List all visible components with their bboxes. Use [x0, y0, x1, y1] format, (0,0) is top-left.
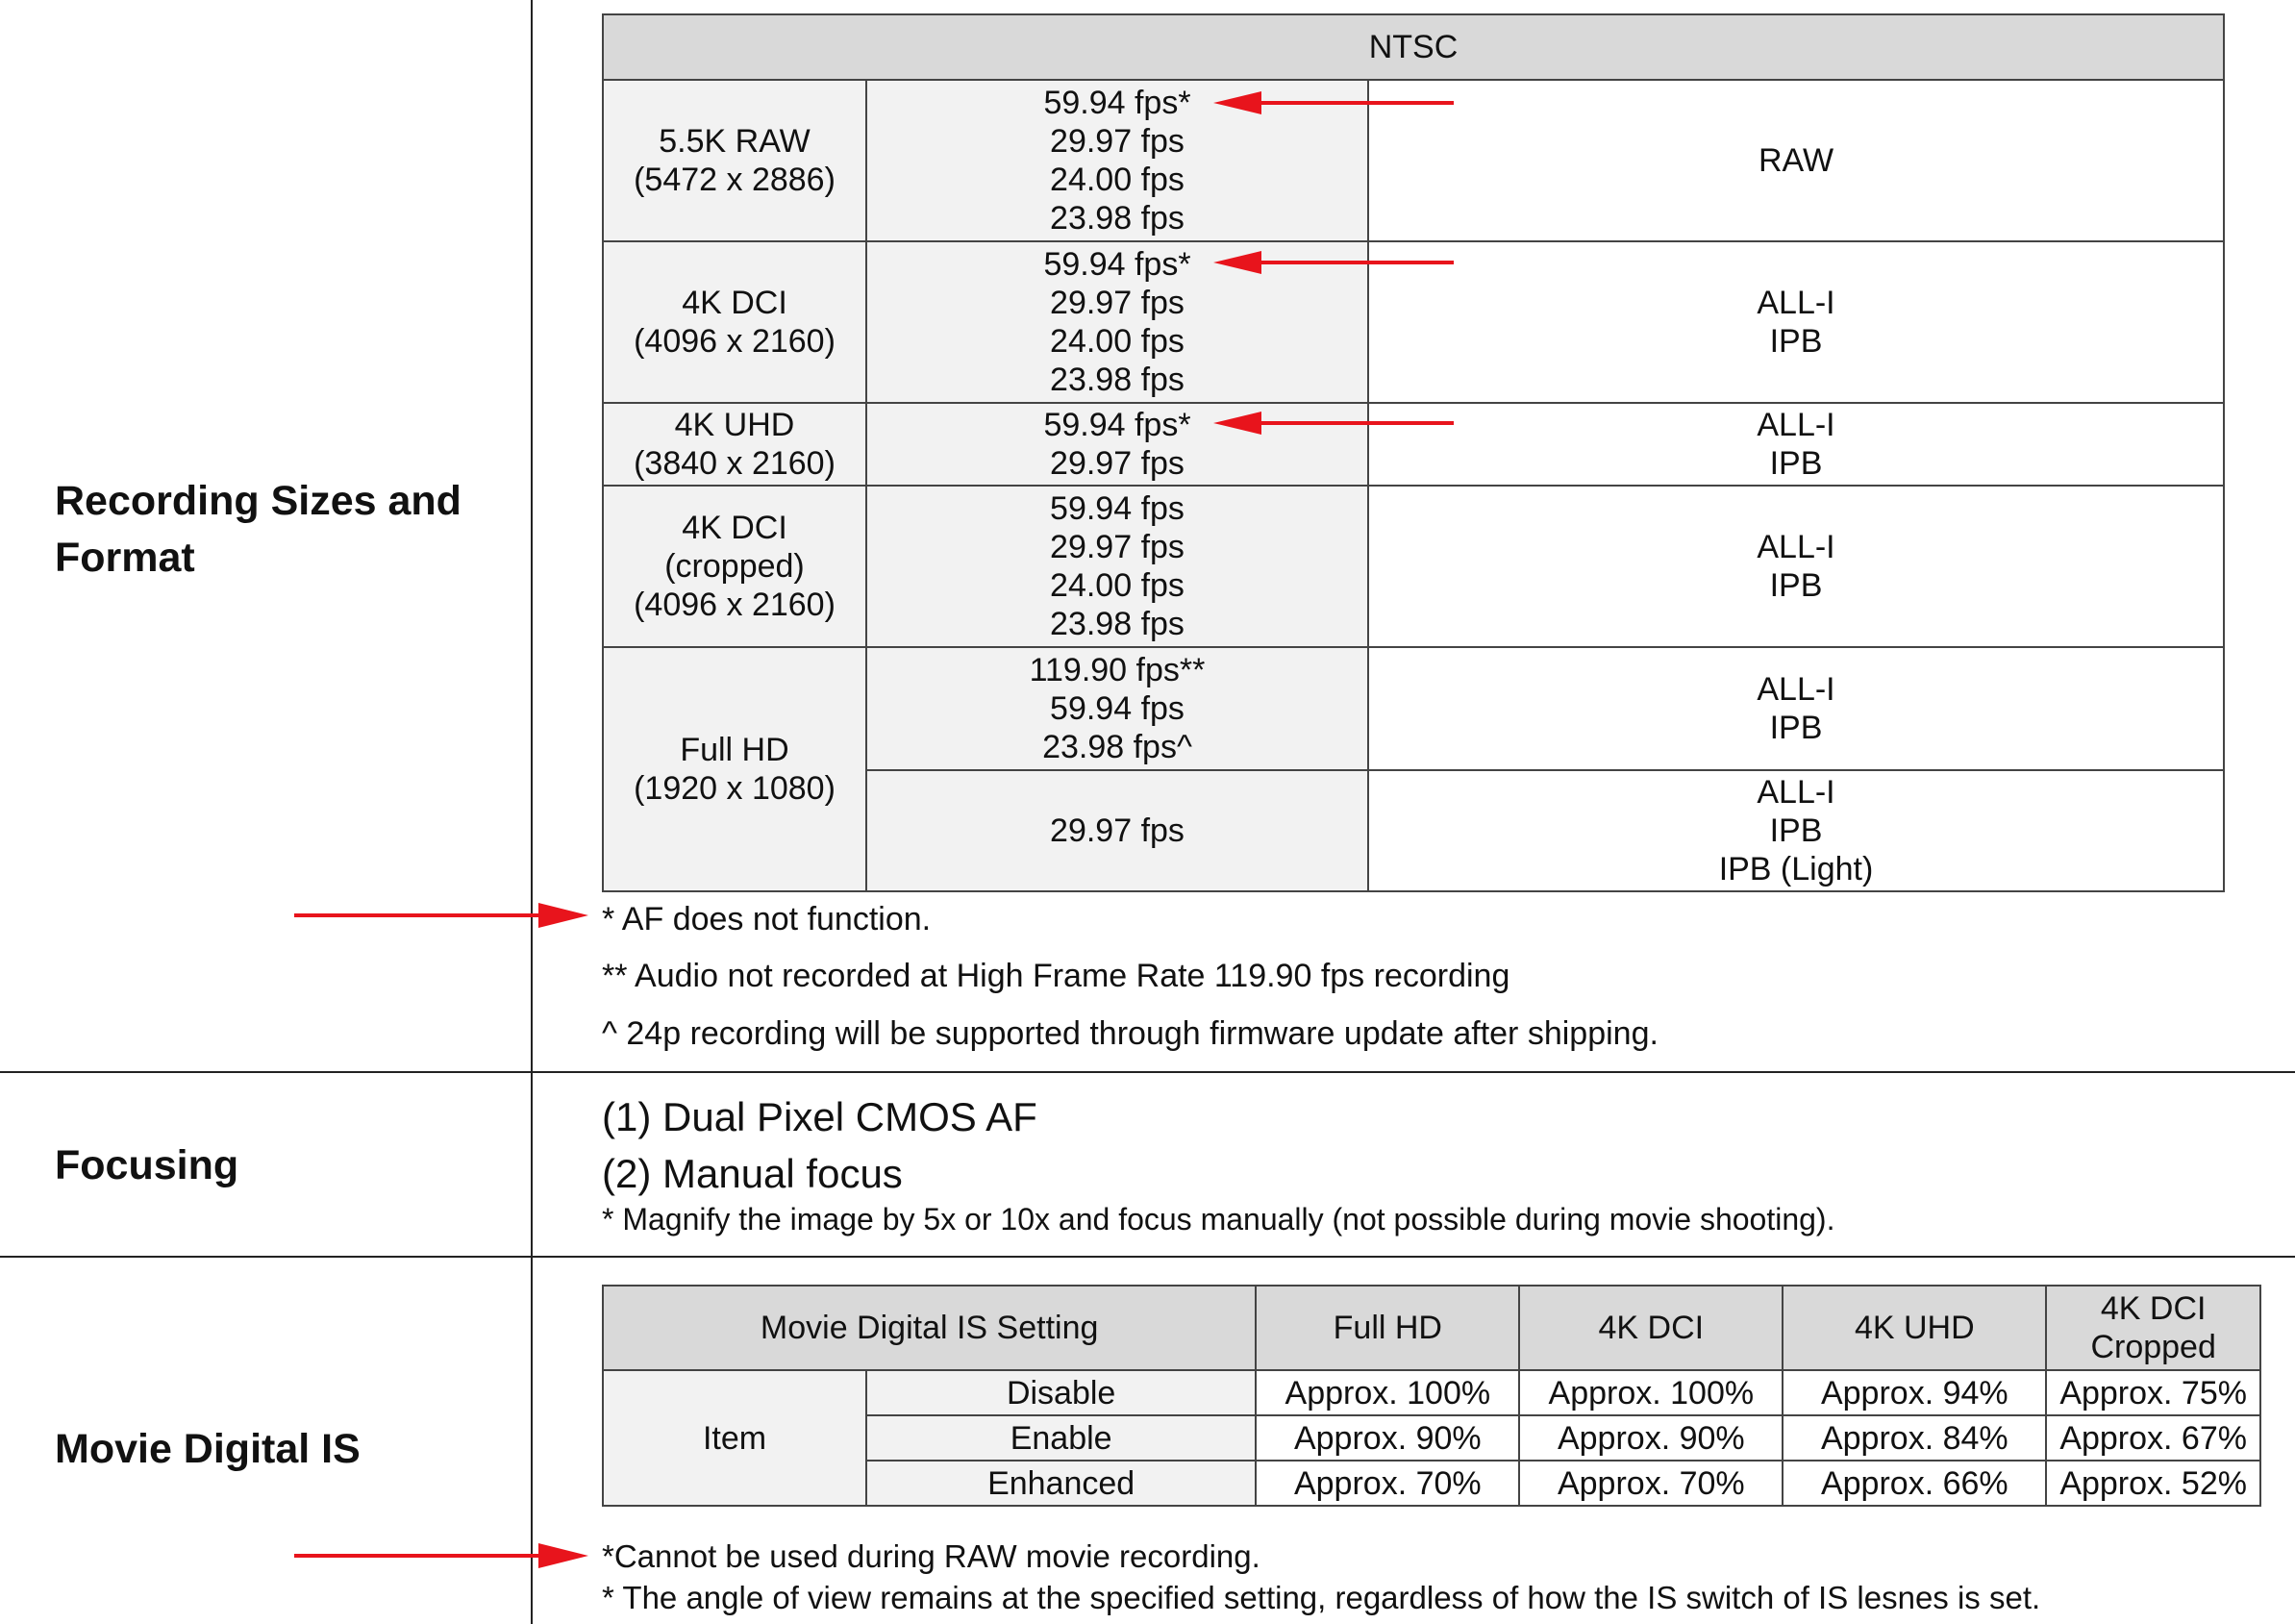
arrow-left-icon — [1213, 409, 1454, 437]
value-cell: Approx. 70% — [1256, 1461, 1519, 1506]
format-cell: 5.5K RAW (5472 x 2886) — [603, 80, 866, 241]
value-cell: Approx. 90% — [1256, 1415, 1519, 1461]
focusing-note: * Magnify the image by 5x or 10x and focus manually (not possible during movie shooting). — [602, 1202, 1835, 1237]
arrow-right-icon — [294, 900, 588, 931]
setting-cell: Enable — [866, 1415, 1256, 1461]
header-setting: Movie Digital IS Setting — [603, 1286, 1256, 1370]
header-4k-dci: 4K DCI — [1519, 1286, 1783, 1370]
table-row — [603, 486, 2224, 647]
codec-cell: ALL-I IPB — [1368, 241, 2224, 403]
value-cell: Approx. 94% — [1783, 1370, 2046, 1415]
setting-cell: Enhanced — [866, 1461, 1256, 1506]
row-divider — [0, 1256, 2295, 1258]
recording-table — [602, 13, 2225, 892]
table-header-ntsc: NTSC — [603, 14, 2224, 80]
codec-cell: RAW — [1368, 80, 2224, 241]
recording-note: * AF does not function. — [602, 901, 932, 937]
format-cell: 4K DCI (cropped) (4096 x 2160) — [603, 486, 866, 647]
section-label-recording: Recording Sizes and Format — [55, 478, 461, 581]
fps-cell: 29.97 fps — [866, 770, 1368, 891]
focusing-item: (2) Manual focus — [602, 1151, 903, 1196]
focusing-item: (1) Dual Pixel CMOS AF — [602, 1094, 1037, 1139]
table-row — [603, 647, 2224, 770]
table-row — [603, 1370, 2260, 1415]
fps-cell: 59.94 fps* 29.97 fps — [866, 403, 1368, 486]
value-cell: Approx. 100% — [1256, 1370, 1519, 1415]
fps-cell: 119.90 fps** 59.94 fps 23.98 fps^ — [866, 647, 1368, 770]
format-cell: 4K UHD (3840 x 2160) — [603, 403, 866, 486]
value-cell: Approx. 84% — [1783, 1415, 2046, 1461]
row-divider — [0, 1071, 2295, 1073]
header-4k-uhd: 4K UHD — [1783, 1286, 2046, 1370]
value-cell: Approx. 70% — [1519, 1461, 1783, 1506]
column-divider — [531, 0, 533, 1624]
is-note: *Cannot be used during RAW movie recording. — [602, 1538, 1260, 1574]
is-note: * The angle of view remains at the specified setting, regardless of how the IS switch of IS lesnes is set. — [602, 1580, 2041, 1615]
movie-is-table — [602, 1285, 2261, 1507]
codec-cell: ALL-I IPB IPB (Light) — [1368, 770, 2224, 891]
fps-cell: 59.94 fps* 29.97 fps 24.00 fps 23.98 fps — [866, 80, 1368, 241]
arrow-left-icon — [1213, 248, 1454, 277]
arrow-right-icon — [294, 1540, 588, 1571]
codec-cell: ALL-I IPB — [1368, 403, 2224, 486]
fps-cell: 59.94 fps 29.97 fps 24.00 fps 23.98 fps — [866, 486, 1368, 647]
value-cell: Approx. 100% — [1519, 1370, 1783, 1415]
setting-cell: Disable — [866, 1370, 1256, 1415]
value-cell: Approx. 90% — [1519, 1415, 1783, 1461]
table-header-row — [603, 14, 2224, 80]
value-cell: Approx. 66% — [1783, 1461, 2046, 1506]
header-full-hd: Full HD — [1256, 1286, 1519, 1370]
item-label: Item — [603, 1370, 866, 1506]
section-label-focusing: Focusing — [55, 1142, 239, 1188]
value-cell: Approx. 67% — [2046, 1415, 2260, 1461]
format-cell: Full HD (1920 x 1080) — [603, 647, 866, 891]
arrow-left-icon — [1213, 88, 1454, 117]
header-4k-dci-cropped: 4K DCI Cropped — [2046, 1286, 2260, 1370]
section-label-movie-is: Movie Digital IS — [55, 1426, 361, 1472]
recording-note: ^ 24p recording will be supported through firmware update after shipping. — [602, 1015, 1659, 1052]
value-cell: Approx. 52% — [2046, 1461, 2260, 1506]
recording-note: ** Audio not recorded at High Frame Rate 119.90 fps recording — [602, 958, 1510, 994]
table-header-row — [603, 1286, 2260, 1370]
fps-cell: 59.94 fps* 29.97 fps 24.00 fps 23.98 fps — [866, 241, 1368, 403]
value-cell: Approx. 75% — [2046, 1370, 2260, 1415]
codec-cell: ALL-I IPB — [1368, 486, 2224, 647]
format-cell: 4K DCI (4096 x 2160) — [603, 241, 866, 403]
codec-cell: ALL-I IPB — [1368, 647, 2224, 770]
